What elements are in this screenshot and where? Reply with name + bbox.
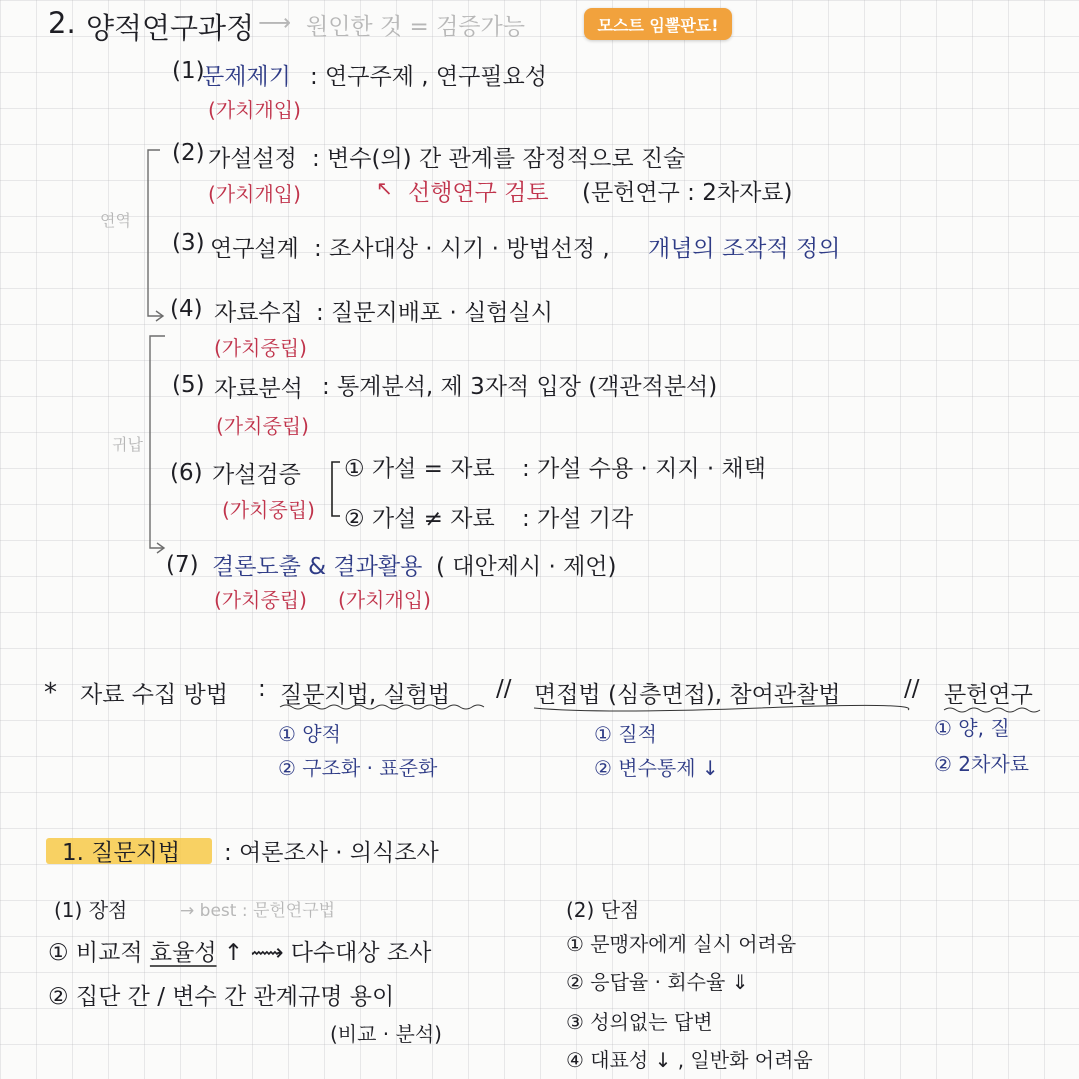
step2-note-red: 선행연구 검토 bbox=[408, 180, 549, 206]
highlight-badge: 모스트 임뽈판됴! bbox=[584, 8, 732, 40]
step6-name: 가설검증 bbox=[212, 462, 301, 488]
deduction-bracket bbox=[148, 150, 162, 316]
group1-item2: ② 구조화 · 표준화 bbox=[278, 756, 438, 780]
step1-desc: : 연구주제 , 연구필요성 bbox=[310, 64, 547, 90]
pros-item2: ② 집단 간 / 변수 간 관계규명 용이 bbox=[48, 984, 395, 1010]
step7-tag2: (가치개입) bbox=[338, 588, 431, 612]
step5-desc: : 통계분석, 제 3자적 입장 (객관적분석) bbox=[322, 374, 718, 400]
pros-note: → best : 문헌연구법 bbox=[180, 901, 336, 921]
hypothesis-branch-bracket bbox=[332, 462, 340, 516]
methods-group3: 문헌연구 bbox=[944, 682, 1033, 708]
title-arrow-icon: ⟶ bbox=[258, 10, 291, 36]
step2-desc: : 변수(의) 간 관계를 잠정적으로 진술 bbox=[312, 146, 686, 172]
step1-tag: (가치개입) bbox=[208, 98, 301, 122]
step2-note-arrow-icon: ↖ bbox=[376, 176, 393, 200]
step2-tag: (가치개입) bbox=[208, 182, 301, 206]
cons-item3: ③ 성의없는 답변 bbox=[566, 1010, 713, 1034]
step3-desc-navy: 개념의 조작적 정의 bbox=[648, 236, 841, 262]
group3-item1: ① 양, 질 bbox=[934, 716, 1010, 740]
induction-label: 귀납 bbox=[112, 435, 143, 454]
pros-item1-post: ↑ ⟿ 다수대상 조사 bbox=[216, 940, 432, 966]
pros-item1-pre: ① 비교적 bbox=[48, 940, 150, 966]
step4-desc: : 질문지배포 · 실험실시 bbox=[316, 300, 553, 326]
group2-item1: ① 질적 bbox=[594, 722, 657, 746]
step1-name: 문제제기 bbox=[202, 64, 291, 90]
cons-item1: ① 문맹자에게 실시 어려움 bbox=[566, 932, 797, 956]
step5-name: 자료분석 bbox=[214, 376, 303, 402]
step6-branch2: ② 가설 ≠ 자료 bbox=[344, 506, 495, 532]
methods-sep2: // bbox=[904, 676, 920, 702]
step7-number: (7) bbox=[166, 552, 199, 578]
step6-tag: (가치중립) bbox=[222, 498, 315, 522]
step6-branch2-result: : 가설 기각 bbox=[522, 506, 634, 532]
methods-star-icon: * bbox=[44, 678, 57, 708]
cons-item2: ② 응답율 · 회수율 ⇓ bbox=[566, 970, 749, 994]
section1-desc: : 여론조사 · 의식조사 bbox=[224, 840, 439, 866]
cons-item4: ④ 대표성 ↓ , 일반화 어려움 bbox=[566, 1048, 813, 1072]
step4-name: 자료수집 bbox=[214, 300, 303, 326]
pros-item1-key: 효율성 bbox=[149, 940, 217, 966]
step6-number: (6) bbox=[170, 460, 203, 486]
step7-desc: ( 대안제시 · 제언) bbox=[436, 554, 617, 580]
faded-note: 원인한 것 = 검증가능 bbox=[306, 14, 525, 40]
cons-title: (2) 단점 bbox=[566, 898, 640, 922]
step6-branch1-result: : 가설 수용 · 지지 · 채택 bbox=[522, 456, 766, 482]
step7-tag: (가치중립) bbox=[214, 588, 307, 612]
step4-tag: (가치중립) bbox=[214, 336, 307, 360]
step3-name: 연구설계 bbox=[210, 236, 299, 262]
step7-name: 결론도출 & 결과활용 bbox=[212, 554, 423, 580]
group1-item1: ① 양적 bbox=[278, 722, 341, 746]
deduction-label: 연역 bbox=[100, 211, 131, 230]
group3-item2: ② 2차자료 bbox=[934, 752, 1029, 776]
methods-group2: 면접법 (심층면접), 참여관찰법 bbox=[534, 682, 841, 708]
pros-sub: (비교 · 분석) bbox=[330, 1022, 442, 1046]
step2-name: 가설설정 bbox=[208, 146, 297, 172]
group2-item2: ② 변수통제 ↓ bbox=[594, 756, 719, 780]
step1-number: (1) bbox=[172, 58, 205, 84]
page-title: 양적연구과정 bbox=[86, 11, 255, 45]
methods-sep1: // bbox=[496, 676, 512, 702]
step4-number: (4) bbox=[170, 296, 203, 322]
step2-note-dark: (문헌연구 : 2차자료) bbox=[582, 180, 793, 206]
pros-item1 bbox=[48, 934, 431, 967]
methods-group1: 질문지법, 실험법 bbox=[280, 682, 451, 708]
section-number: 2. bbox=[48, 6, 76, 40]
methods-title: 자료 수집 방법 bbox=[80, 682, 228, 708]
methods-colon: : bbox=[258, 676, 266, 702]
step5-number: (5) bbox=[172, 372, 205, 398]
section1-heading: 1. 질문지법 bbox=[62, 840, 181, 866]
step3-number: (3) bbox=[172, 230, 205, 256]
step5-tag: (가치중립) bbox=[216, 414, 309, 438]
step2-number: (2) bbox=[172, 140, 205, 166]
induction-bracket bbox=[150, 336, 165, 548]
pros-title: (1) 장점 bbox=[54, 898, 128, 922]
step6-branch1: ① 가설 = 자료 bbox=[344, 456, 495, 482]
step3-desc: : 조사대상 · 시기 · 방법선정 , bbox=[314, 236, 610, 262]
